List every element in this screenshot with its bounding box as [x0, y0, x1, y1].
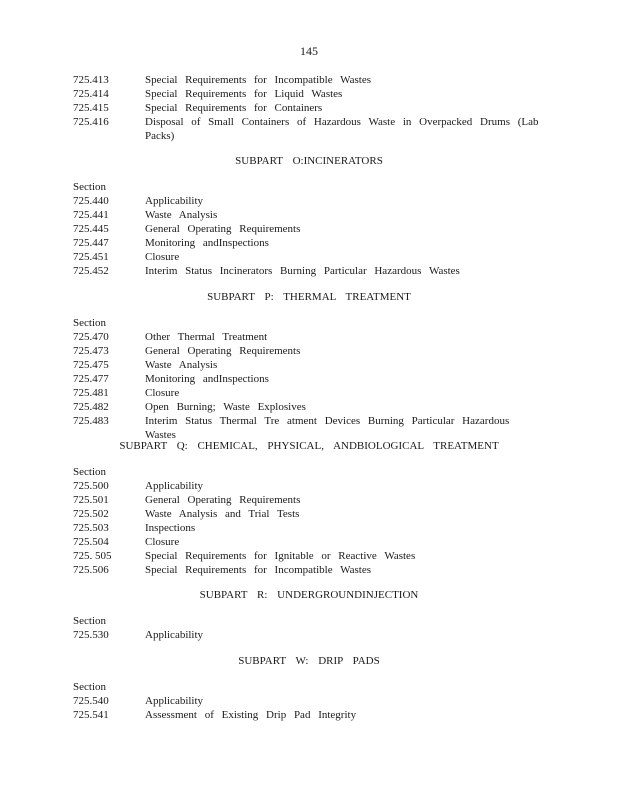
section-title: Monitoring andInspections [145, 237, 269, 249]
list-item [73, 400, 543, 414]
section-title: Waste Analysis [145, 209, 218, 221]
subpart-q-list [73, 465, 543, 577]
subpart-r-list [73, 614, 543, 642]
section-number: 725.481 [73, 387, 109, 399]
list-item [73, 386, 543, 400]
page-number: 145 [300, 44, 318, 58]
section-title: Interim Status Incinerators Burning Particular Hazardous Wastes [145, 265, 460, 277]
section-title: Special Requirements for Incompatible Wastes [145, 74, 372, 86]
section-number: 725.470 [73, 331, 109, 343]
section-label: Section [73, 681, 106, 693]
list-item [73, 372, 543, 386]
subpart-r-heading: SUBPART R: UNDERGROUNDINJECTION [199, 589, 419, 601]
section-label: Section [73, 615, 106, 627]
list-item [73, 222, 543, 236]
list-item [73, 493, 543, 507]
section-title: General Operating Requirements [145, 494, 301, 506]
list-item [73, 101, 543, 115]
section-number: 725.441 [73, 209, 109, 221]
subpart-p-list [73, 316, 543, 442]
section-title: Special Requirements for Ignitable or Reactive Wastes [145, 550, 416, 562]
section-title: Interim Status Thermal Tre atment Devices Burning Particular Hazardous Wastes [145, 415, 510, 441]
subpart-q-heading: SUBPART Q: CHEMICAL, PHYSICAL, ANDBIOLOGICAL TREATMENT [119, 440, 499, 452]
section-number: 725.445 [73, 223, 109, 235]
section-number: 725.477 [73, 373, 109, 385]
list-item [73, 535, 543, 549]
section-label: Section [73, 466, 106, 478]
section-title: Applicability [145, 629, 204, 641]
section-title: Waste Analysis and Trial Tests [145, 508, 300, 520]
section-title: Closure [145, 251, 180, 263]
subpart-w-heading: SUBPART W: DRIP PADS [238, 655, 380, 667]
section-title: Other Thermal Treatment [145, 331, 268, 343]
section-title: General Operating Requirements [145, 223, 301, 235]
list-item [73, 73, 543, 87]
section-number: 725.501 [73, 494, 109, 506]
list-item [73, 344, 543, 358]
list-item [73, 628, 543, 642]
section-title: Special Requirements for Incompatible Wastes [145, 564, 372, 576]
section-number: 725.473 [73, 345, 109, 357]
subpart-w-list [73, 680, 543, 722]
list-item [73, 194, 543, 208]
list-item [73, 479, 543, 493]
section-label: Section [73, 317, 106, 329]
section-number: 725.503 [73, 522, 109, 534]
section-title: Applicability [145, 695, 204, 707]
section-number: 725. 505 [73, 550, 112, 562]
section-number: 725.530 [73, 629, 109, 641]
section-title: Open Burning; Waste Explosives [145, 401, 306, 413]
section-number: 725.483 [73, 415, 109, 427]
section-title: Assessment of Existing Drip Pad Integrity [145, 709, 357, 721]
section-title: Inspections [145, 522, 196, 534]
subpart-o-heading: SUBPART O:INCINERATORS [235, 155, 383, 167]
section-number: 725.416 [73, 116, 109, 128]
section-number: 725.540 [73, 695, 109, 707]
section-title: Special Requirements for Containers [145, 102, 323, 114]
section-number: 725.482 [73, 401, 109, 413]
list-item [73, 330, 543, 344]
list-item [73, 549, 543, 563]
subpart-p-heading: SUBPART P: THERMAL TREATMENT [207, 291, 411, 303]
list-item [73, 264, 543, 278]
list-item [73, 250, 543, 264]
list-item [73, 694, 543, 708]
list-item [73, 414, 543, 442]
section-number: 725.440 [73, 195, 109, 207]
section-number: 725.414 [73, 88, 109, 100]
section-title: Disposal of Small Containers of Hazardous Waste in Overpacked Drums (Lab Packs) [145, 116, 539, 142]
list-item [73, 507, 543, 521]
section-number: 725.451 [73, 251, 109, 263]
section-title: General Operating Requirements [145, 345, 301, 357]
section-number: 725.413 [73, 74, 109, 86]
top-section-list [73, 73, 543, 143]
section-title: Applicability [145, 480, 204, 492]
subpart-o-list [73, 180, 543, 278]
section-title: Waste Analysis [145, 359, 218, 371]
section-title: Closure [145, 536, 180, 548]
section-title: Applicability [145, 195, 204, 207]
list-item [73, 358, 543, 372]
section-number: 725.502 [73, 508, 109, 520]
section-number: 725.500 [73, 480, 109, 492]
list-item [73, 236, 543, 250]
section-number: 725.447 [73, 237, 109, 249]
section-number: 725.475 [73, 359, 109, 371]
list-item [73, 115, 543, 143]
section-number: 725.452 [73, 265, 109, 277]
list-item [73, 708, 543, 722]
list-item [73, 208, 543, 222]
section-number: 725.415 [73, 102, 109, 114]
section-number: 725.506 [73, 564, 109, 576]
list-item [73, 87, 543, 101]
list-item [73, 521, 543, 535]
section-title: Special Requirements for Liquid Wastes [145, 88, 343, 100]
section-number: 725.541 [73, 709, 109, 721]
section-label: Section [73, 181, 106, 193]
section-number: 725.504 [73, 536, 109, 548]
section-title: Closure [145, 387, 180, 399]
list-item [73, 563, 543, 577]
section-title: Monitoring andInspections [145, 373, 269, 385]
